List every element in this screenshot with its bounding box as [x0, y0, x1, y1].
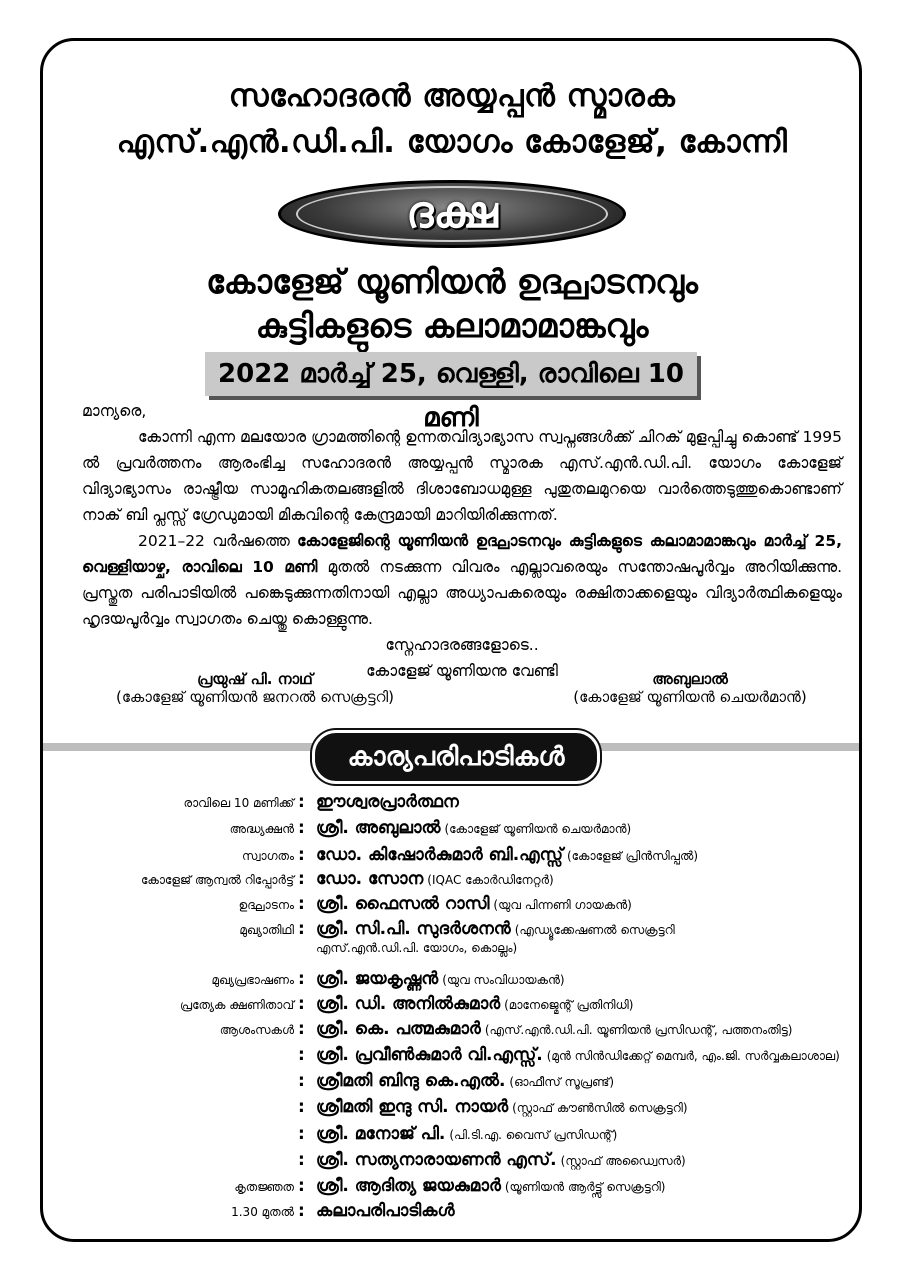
programme-row [50, 994, 880, 1018]
event-logo [278, 180, 626, 248]
programme-role: അദ്ധ്യക്ഷൻ [229, 822, 294, 836]
programme-row [50, 919, 880, 963]
programme-designation: (പി.ടി.എ. വൈസ് പ്രസിഡന്റ്) [449, 1128, 618, 1142]
programme-designation: (എസ്.എൻ.ഡി.പി. യൂണിയൻ പ്രസിഡന്റ്, പത്തനംതിട്ട) [484, 1023, 793, 1037]
separator: : [298, 869, 305, 889]
programme-role: 1.30 മുതൽ [231, 1205, 294, 1219]
signatory-left [90, 670, 420, 706]
programme-name: ശ്രീ. സത്യനാരായണൻ എസ്. [316, 1150, 557, 1170]
separator: : [298, 1071, 305, 1091]
programme-name: ഡോ. സോന [316, 869, 424, 889]
programme-name: ശ്രീ. ജയകൃഷ്ണൻ [316, 969, 439, 989]
para2-highlight: കോളേജിന്റെ യൂണിയൻ ഉദ്ഘാടനവും കുട്ടികളുടെ കലാമാമാങ്കവും മാർച്ച് 25, വെള്ളിയാഴ്ച, രാവിലെ 10 മണി [82, 532, 842, 576]
separator: : [298, 994, 305, 1014]
programme-row [50, 1176, 880, 1200]
separator: : [298, 1045, 305, 1065]
separator: : [298, 1019, 305, 1039]
logo-text: ദക്ഷ [406, 187, 498, 238]
programme-name: ശ്രീ. ഡി. അനിൽകുമാർ [316, 994, 501, 1014]
signatory-right [540, 670, 840, 706]
college-name-line1: സഹോദരൻ അയ്യപ്പൻ സ്മാരക [228, 78, 676, 114]
programme-designation: (മാനേജ്മെന്റ് പ്രതിനിധി) [504, 998, 634, 1012]
programme-name: ശ്രീ. പ്രവീൺകുമാർ വി.എസ്സ്. [316, 1045, 543, 1065]
programme-designation: (ഓഫീസ് സൂപ്രണ്ട്) [509, 1075, 615, 1089]
invitation-letter [82, 398, 842, 684]
separator: : [298, 894, 305, 914]
programme-role: മുഖ്യാതിഥി [239, 923, 294, 937]
programme-designation: (എഡ്യൂക്കേഷണൽ സെക്രട്ടറി [514, 923, 675, 937]
programme-row [50, 1201, 880, 1225]
separator: : [298, 919, 305, 939]
separator: : [298, 1176, 305, 1196]
programme-name: ശ്രീ. സി.പി. സുദർശനൻ [316, 919, 511, 939]
programme-row [50, 1124, 880, 1148]
programme-name: ശ്രീ. ആദിത്യ ജയകുമാർ [316, 1176, 501, 1196]
programme-designation: (കോളേജ് യൂണിയൻ ചെയർമാൻ) [444, 822, 632, 836]
separator: : [298, 845, 305, 865]
event-title-line2: കുട്ടികളുടെ കലാമാമാങ്കവും [255, 306, 649, 345]
salutation: മാന്യരെ, [82, 402, 147, 420]
programme-row [50, 1150, 880, 1174]
programme-designation: (മുൻ സിൻഡിക്കേറ്റ് മെമ്പർ, എം.ജി. സർവ്വകലാശാല) [546, 1049, 840, 1063]
separator: : [298, 792, 305, 812]
letter-paragraph-2 [82, 528, 842, 632]
programme-designation: (IQAC കോർഡിനേറ്റർ) [427, 873, 554, 887]
programme-name: ഡോ. കിഷോർകുമാർ ബി.എസ്സ് [316, 845, 563, 865]
programme-row [50, 845, 880, 869]
programme-designation: (കോളേജ് പ്രിൻസിപ്പൽ) [566, 849, 698, 863]
event-title-line1: കോളേജ് യൂണിയൻ ഉദ്ഘാടനവും [206, 262, 698, 301]
programme-role: പ്രത്യേക ക്ഷണിതാവ് [180, 998, 294, 1012]
signatory-title: (കോളേജ് യൂണിയൻ ജനറൽ സെക്രട്ടറി) [116, 688, 394, 706]
closing-on-behalf: കോളേജ് യൂണിയനു വേണ്ടി [366, 662, 558, 680]
programme-role: കോളേജ് ആന്വൽ റിപ്പോർട്ട് [140, 873, 294, 887]
programme-row [50, 894, 880, 918]
separator: : [298, 1150, 305, 1170]
programme-row [50, 1097, 880, 1121]
programme-row [50, 818, 880, 842]
programme-role: രാവിലെ 10 മണിക്ക് [183, 796, 294, 810]
separator: : [298, 1201, 305, 1221]
separator: : [298, 969, 305, 989]
programme-name: ശ്രീ. അബുലാൽ [316, 818, 441, 838]
programme-heading: കാര്യപരിപാടികൾ [312, 730, 600, 784]
programme-name: ശ്രീമതി ബിന്ദു കെ.എൽ. [316, 1071, 506, 1091]
separator: : [298, 1097, 305, 1117]
signatory-title: (കോളേജ് യൂണിയൻ ചെയർമാൻ) [573, 688, 807, 706]
programme-role: സ്വാഗതം [241, 849, 294, 863]
programme-row [50, 792, 880, 816]
programme-designation: (യൂണിയൻ ആർട്ട്സ് സെക്രട്ടറി) [504, 1180, 666, 1194]
programme-role: ഉദ്ഘാടനം [238, 898, 294, 912]
programme-designation: (യുവ സംവിധായകൻ) [442, 973, 565, 987]
programme-row [50, 869, 880, 893]
para2-intro: 2021–22 വർഷത്തെ [138, 532, 298, 550]
separator: : [298, 818, 305, 838]
programme-designation: (യുവ പിന്നണി ഗായകൻ) [493, 898, 632, 912]
programme-designation: (സ്റ്റാഫ് കൗൺസിൽ സെക്രട്ടറി) [512, 1101, 688, 1115]
programme-name: ശ്രീമതി ഇന്ദു സി. നായർ [316, 1097, 509, 1117]
programme-designation-cont: എസ്.എൻ.ഡി.പി. യോഗം, കൊല്ലം) [316, 941, 518, 955]
programme-name: കലാപരിപാടികൾ [316, 1201, 455, 1221]
programme-designation: (സ്റ്റാഫ് അഡ്വൈസർ) [560, 1154, 686, 1168]
separator: : [298, 1124, 305, 1144]
programme-role: മുഖ്യപ്രഭാഷണം [211, 973, 294, 987]
programme-role: കൃതജ്ഞത [234, 1180, 294, 1194]
programme-name: ശ്രീ. മനോജ് പി. [316, 1124, 446, 1144]
signatory-name: പ്രയുഷ് പി. നാഥ് [197, 670, 313, 688]
closing-regards: സ്നേഹാദരങ്ങളോടെ.. [385, 636, 539, 654]
programme-row [50, 1045, 880, 1069]
college-name-line2: എസ്.എൻ.ഡി.പി. യോഗം കോളേജ്, കോന്നി [116, 124, 788, 160]
para2-rest: മുതൽ നടക്കുന്ന വിവരം എല്ലാവരെയും സന്തോഷപൂർവ്വം അറിയിക്കുന്നു. പ്രസ്തുത പരിപാടിയിൽ പങ്കെടുക്കുന്നതിനായി എല്ലാ അധ്യാപകരെയും രക്ഷിതാക്കളെയും വിദ്യാർത്ഥികളെയും ഹൃദയപൂർവ്വം സ്വാഗതം ചെയ്തു കൊള്ളുന്നു. [82, 558, 842, 628]
programme-name: ശ്രീ. കെ. പത്മകുമാർ [316, 1019, 481, 1039]
programme-role: ആശംസകൾ [219, 1023, 294, 1037]
event-date-banner: 2022 മാർച്ച് 25, വെള്ളി, രാവിലെ 10 മണി [205, 352, 697, 396]
signatory-name: അബുലാൽ [652, 670, 728, 688]
programme-name: ശ്രീ. ഫൈസൽ റാസി [316, 894, 490, 914]
programme-name: ഈശ്വരപ്രാർത്ഥന [316, 792, 459, 812]
programme-row [50, 1019, 880, 1043]
programme-row [50, 1071, 880, 1095]
letter-paragraph-1: കോന്നി എന്ന മലയോര ഗ്രാമത്തിന്റെ ഉന്നതവിദ്യാഭ്യാസ സ്വപ്നങ്ങൾക്ക് ചിറക് മുളപ്പിച്ചു കൊണ്ട് 1995 ൽ പ്രവർത്തനം ആരംഭിച്ച സഹോദരൻ അയ്യപ്പൻ സ്മാരക എസ്.എൻ.ഡി.പി. യോഗം കോളേജ് വിദ്യാഭ്യാസം രാഷ്ട്രീയ സാമൂഹികതലങ്ങളിൽ ദിശാബോധമുള്ള പുതുതലമുറയെ വാർത്തെടുത്തുകൊണ്ടാണ് നാക് ബി പ്ലസ്സ് ഗ്രേഡുമായി മികവിന്റെ കേന്ദ്രമായി മാറിയിരിക്കുന്നത്. [82, 428, 842, 524]
programme-row [50, 969, 880, 993]
